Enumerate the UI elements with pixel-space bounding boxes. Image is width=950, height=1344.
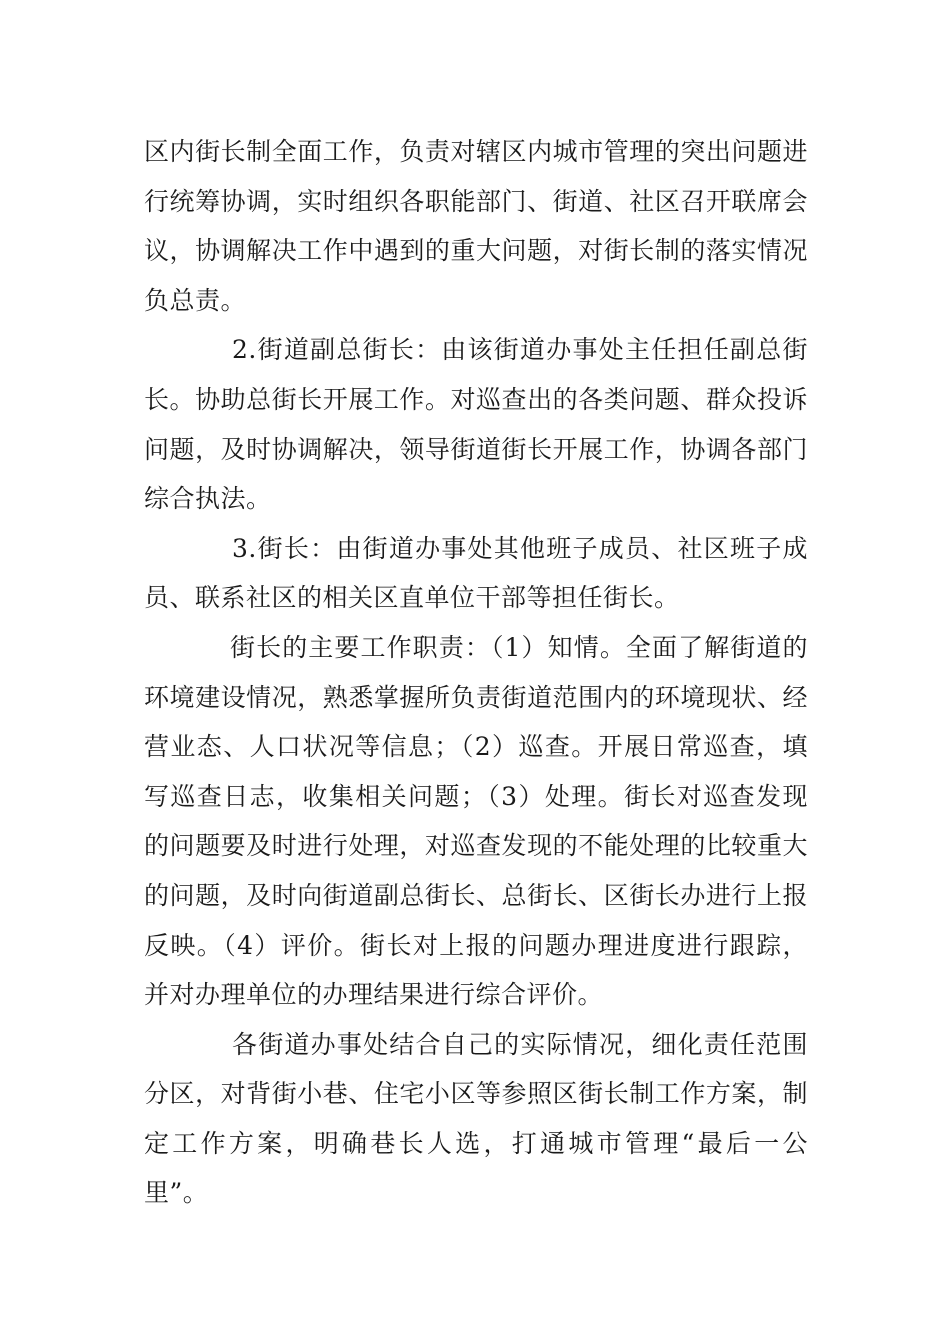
document-body	[144, 127, 808, 1218]
paragraph-subdistrict-offices: 各街道办事处结合自己的实际情况，细化责任范围分区，对背街小巷、住宅小区等参照区街长制工作方案，制定工作方案，明确巷长人选，打通城市管理“最后一公里”。	[144, 1029, 808, 1208]
paragraph-street-chief: 3.街长：由街道办事处其他班子成员、社区班子成员、联系社区的相关区直单位干部等担任街长。	[144, 533, 808, 613]
paragraph-main-responsibilities: 街长的主要工作职责：（1）知情。全面了解街道的环境建设情况，熟悉掌握所负责街道范围内的环境现状、经营业态、人口状况等信息；（2）巡查。开展日常巡查，填写巡查日志，收集相关问题；（3）处理。街长对巡查发现的问题要及时进行处理，对巡查发现的不能处理的比较重大的问题，及时向街道副总街长、总街长、区街长办进行上报反映。（4）评价。街长对上报的问题办理进度进行跟踪，并对办理单位的办理结果进行综合评价。	[144, 632, 808, 1010]
paragraph-overall-chief-duties: 区内街长制全面工作，负责对辖区内城市管理的突出问题进行统筹协调，实时组织各职能部门、街道、社区召开联席会议，协调解决工作中遇到的重大问题，对街长制的落实情况负总责。	[144, 137, 808, 315]
paragraph-deputy-chief: 2.街道副总街长：由该街道办事处主任担任副总街长。协助总街长开展工作。对巡查出的各类问题、群众投诉问题，及时协调解决，领导街道街长开展工作，协调各部门综合执法。	[144, 335, 808, 514]
